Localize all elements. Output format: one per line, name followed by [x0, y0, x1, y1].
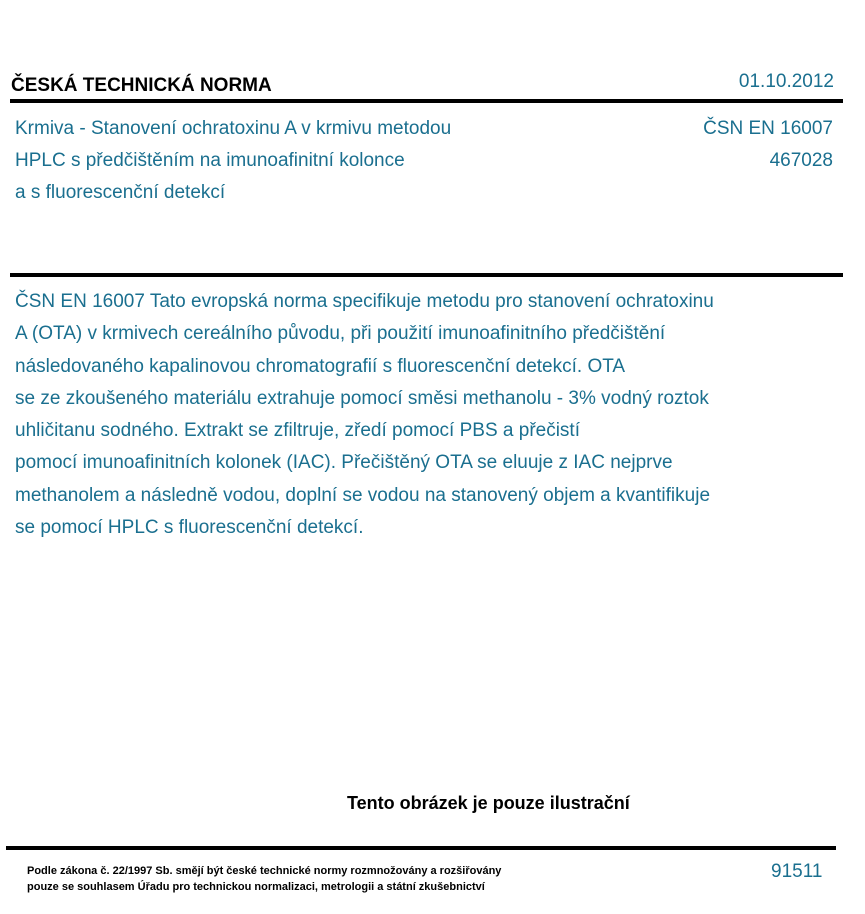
section-divider	[10, 273, 843, 277]
document-header-title: ČESKÁ TECHNICKÁ NORMA	[11, 75, 272, 96]
footer-legal-notice	[27, 863, 501, 895]
footer-divider	[6, 846, 836, 850]
norm-code: ČSN EN 16007	[703, 118, 833, 139]
abstract-line: methanolem a následně vodou, doplní se vodou na stanovený objem a kvantifikuje	[15, 484, 711, 506]
norm-title-line-3: a s fluorescenční detekcí	[15, 182, 226, 203]
abstract-line: ČSN EN 16007 Tato evropská norma specifikuje metodu pro stanovení ochratoxinu	[15, 291, 714, 312]
footer-document-number: 91511	[771, 861, 823, 882]
norm-class-number: 467028	[769, 150, 833, 171]
footer-legal-line: pouze se souhlasem Úřadu pro technickou normalizaci, metrologii a státní zkušebnictví	[27, 881, 485, 893]
footer-legal-line: Podle zákona č. 22/1997 Sb. smějí být české technické normy rozmnožovány a rozšiřovány	[27, 865, 502, 877]
illustration-note: Tento obrázek je pouze ilustrační	[347, 793, 630, 813]
abstract-line: A (OTA) v krmivech cereálního původu, při použití imunoafinitního předčištění	[15, 323, 666, 345]
abstract-line: pomocí imunoafinitních kolonek (IAC). Přečištěný OTA se eluuje z IAC nejprve	[15, 452, 673, 474]
header-divider	[10, 99, 843, 103]
abstract-line: se ze zkoušeného materiálu extrahuje pomocí směsi methanolu - 3% vodný roztok	[15, 387, 709, 409]
norm-title-line-2: HPLC s předčištěním na imunoafinitní kolonce	[15, 150, 405, 171]
norm-title-line-1: Krmiva - Stanovení ochratoxinu A v krmivu metodou	[15, 118, 452, 139]
abstract-paragraph	[15, 286, 835, 544]
abstract-line: uhličitanu sodného. Extrakt se zfiltruje, zředí pomocí PBS a přečistí	[15, 420, 580, 442]
publication-date: 01.10.2012	[738, 71, 834, 92]
abstract-line: se pomocí HPLC s fluorescenční detekcí.	[15, 517, 364, 539]
abstract-line: následovaného kapalinovou chromatografií s fluorescenční detekcí. OTA	[15, 355, 626, 377]
